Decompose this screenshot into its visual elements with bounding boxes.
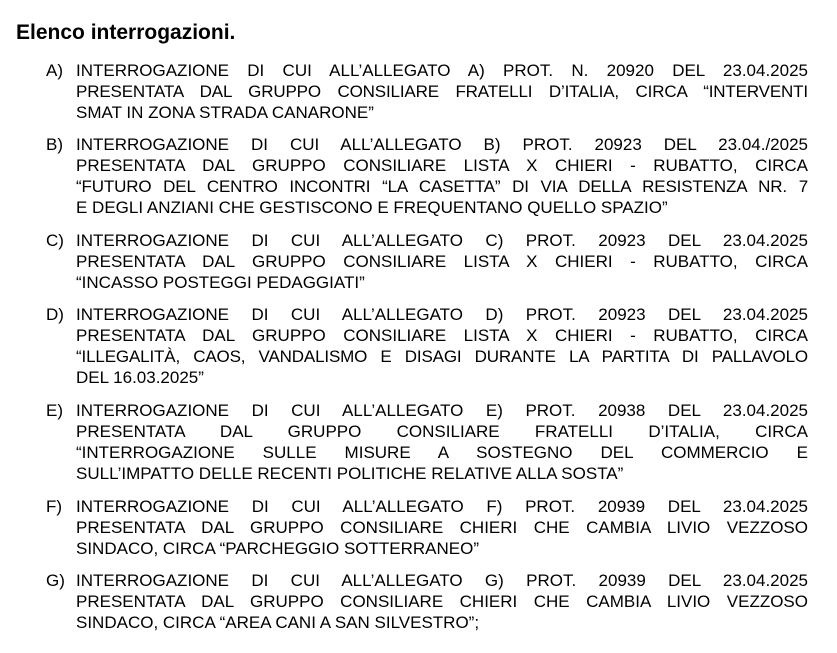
item-text bbox=[76, 60, 808, 123]
item-line: PRESENTATA DAL GRUPPO CONSILIARE FRATELLI D’ITALIA, CIRCA bbox=[76, 422, 808, 441]
item-line: SULL’IMPATTO DELLE RECENTI POLITICHE RELATIVE ALLA SOSTA” bbox=[76, 464, 624, 483]
item-marker: G) bbox=[46, 571, 65, 590]
item-line: “FUTURO DEL CENTRO INCONTRI “LA CASETTA” DI VIA DELLA RESISTENZA NR. 7 bbox=[76, 177, 808, 196]
item-text bbox=[76, 134, 808, 218]
item-line: INTERROGAZIONE DI CUI ALL’ALLEGATO C) PROT. 20923 DEL 23.04.2025 bbox=[76, 231, 808, 250]
item-line: INTERROGAZIONE DI CUI ALL’ALLEGATO G) PROT. 20939 DEL 23.04.2025 bbox=[76, 571, 808, 590]
item-marker: C) bbox=[46, 231, 64, 250]
item-line: PRESENTATA DAL GRUPPO CONSILIARE CHIERI CHE CAMBIA LIVIO VEZZOSO bbox=[76, 518, 808, 537]
item-line: “INTERROGAZIONE SULLE MISURE A SOSTEGNO DEL COMMERCIO E bbox=[76, 443, 808, 462]
item-line: E DEGLI ANZIANI CHE GESTISCONO E FREQUENTANO QUELLO SPAZIO” bbox=[76, 198, 668, 217]
item-text bbox=[76, 230, 808, 293]
item-line: “INCASSO POSTEGGI PEDAGGIATI” bbox=[76, 273, 365, 292]
item-marker: B) bbox=[46, 135, 63, 154]
item-line: PRESENTATA DAL GRUPPO CONSILIARE LISTA X CHIERI - RUBATTO, CIRCA bbox=[76, 326, 808, 345]
item-line: PRESENTATA DAL GRUPPO CONSILIARE CHIERI CHE CAMBIA LIVIO VEZZOSO bbox=[76, 592, 808, 611]
item-line: PRESENTATA DAL GRUPPO CONSILIARE LISTA X CHIERI - RUBATTO, CIRCA bbox=[76, 252, 808, 271]
item-marker: A) bbox=[46, 61, 63, 80]
item-line: PRESENTATA DAL GRUPPO CONSILIARE FRATELLI D’ITALIA, CIRCA “INTERVENTI bbox=[76, 82, 808, 101]
item-line: INTERROGAZIONE DI CUI ALL’ALLEGATO F) PROT. 20939 DEL 23.04.2025 bbox=[76, 497, 808, 516]
item-line: INTERROGAZIONE DI CUI ALL’ALLEGATO A) PROT. N. 20920 DEL 23.04.2025 bbox=[76, 61, 808, 80]
item-text bbox=[76, 304, 808, 388]
item-line: INTERROGAZIONE DI CUI ALL’ALLEGATO D) PROT. 20923 DEL 23.04.2025 bbox=[76, 305, 808, 324]
item-line: INTERROGAZIONE DI CUI ALL’ALLEGATO E) PROT. 20938 DEL 23.04.2025 bbox=[76, 401, 808, 420]
item-line: PRESENTATA DAL GRUPPO CONSILIARE LISTA X CHIERI - RUBATTO, CIRCA bbox=[76, 156, 808, 175]
item-line: SMAT IN ZONA STRADA CANARONE” bbox=[76, 103, 374, 122]
page-title: Elenco interrogazioni. bbox=[16, 21, 236, 44]
item-line: “ILLEGALITÀ, CAOS, VANDALISMO E DISAGI DURANTE LA PARTITA DI PALLAVOLO bbox=[76, 347, 808, 366]
item-text bbox=[76, 400, 808, 484]
item-line: SINDACO, CIRCA “AREA CANI A SAN SILVESTRO”; bbox=[76, 613, 480, 632]
item-line: SINDACO, CIRCA “PARCHEGGIO SOTTERRANEO” bbox=[76, 539, 480, 558]
item-marker: D) bbox=[46, 305, 64, 324]
item-marker: F) bbox=[46, 497, 63, 516]
item-marker: E) bbox=[46, 401, 63, 420]
item-line: INTERROGAZIONE DI CUI ALL’ALLEGATO B) PROT. 20923 DEL 23.04./2025 bbox=[76, 135, 808, 154]
item-text bbox=[76, 496, 808, 559]
item-line: DEL 16.03.2025” bbox=[76, 368, 204, 387]
item-text bbox=[76, 570, 808, 633]
